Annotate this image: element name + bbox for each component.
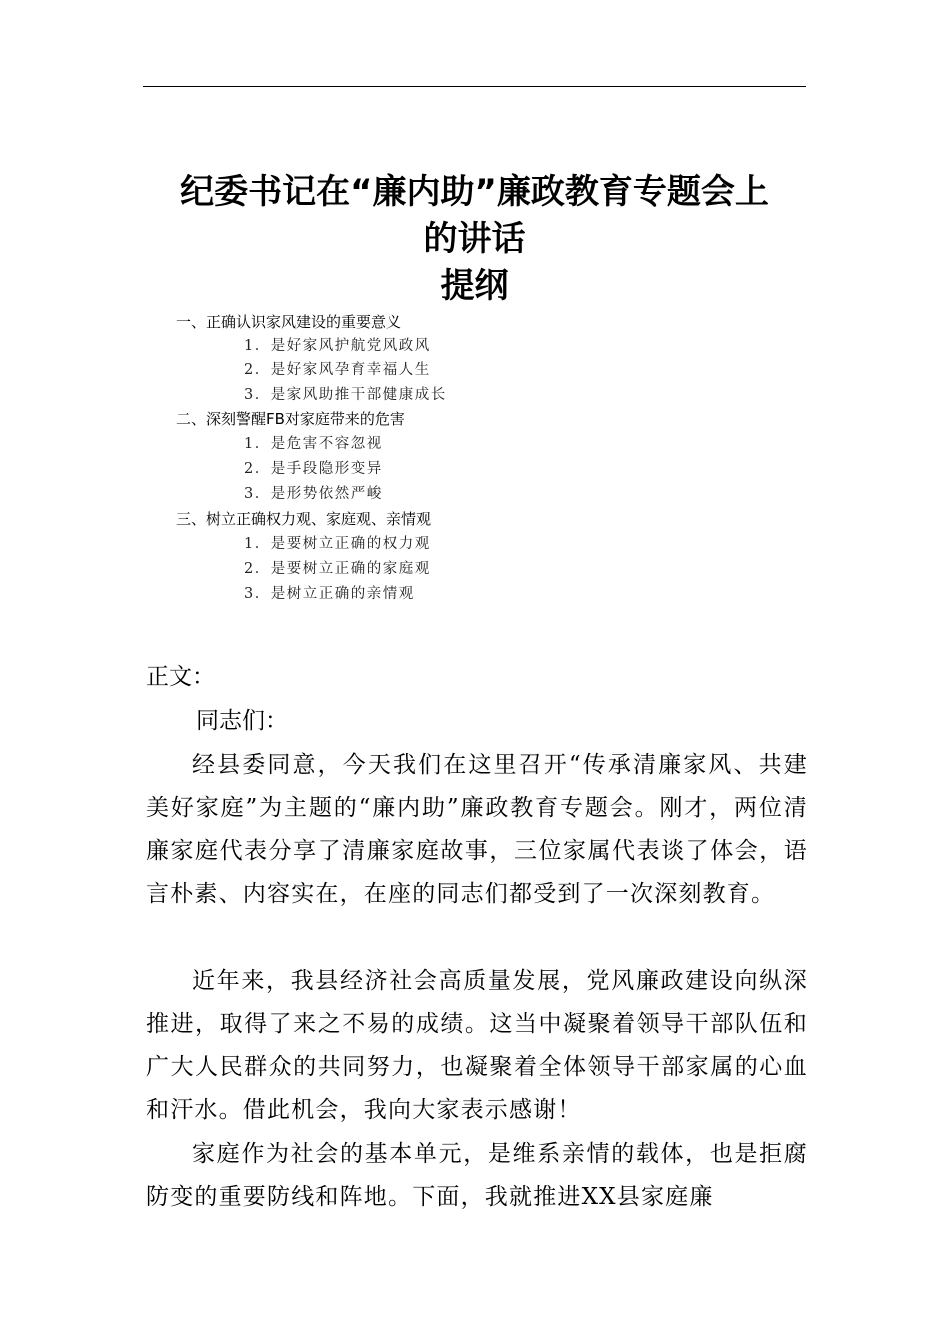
outline-item-2-2: 2．是手段隐形变异 <box>244 461 383 477</box>
outline-item-1-3: 3．是家风助推干部健康成长 <box>244 387 447 403</box>
outline-item-2-3: 3．是形势依然严峻 <box>244 486 383 502</box>
outline-item-3-1: 1．是要树立正确的权力观 <box>244 536 431 552</box>
outline-item-2-1: 1．是危害不容忽视 <box>244 436 383 452</box>
body-paragraph-1: 经县委同意，今天我们在这里召开“传承清廉家风、共建美好家庭”为主题的“廉内助”廉政教育专题会。刚才，两位清廉家庭代表分享了清廉家庭故事，三位家属代表谈了体会，语言朴素、内容实在，在座的同志们都受到了一次深刻教育。 <box>146 752 808 907</box>
outline-item-1-2: 2．是好家风孕育幸福人生 <box>244 362 431 378</box>
outline-heading-1: 一、正确认识家风建设的重要意义 <box>176 313 402 331</box>
body-label: 正文： <box>146 664 215 690</box>
outline-heading-3: 三、树立正确权力观、家庭观、亲情观 <box>176 510 432 528</box>
outline-item-1-1: 1．是好家风护航党风政风 <box>244 338 431 354</box>
document-title-line-2: 的讲话 <box>423 219 526 259</box>
greeting: 同志们： <box>196 708 288 734</box>
body-paragraph-2: 近年来，我县经济社会高质量发展，党风廉政建设向纵深推进，取得了来之不易的成绩。这当中凝聚着领导干部队伍和广大人民群众的共同努力，也凝聚着全体领导干部家属的心血和汗水。借此机会，我向大家表示感谢！ <box>146 968 808 1123</box>
outline-item-3-2: 2．是要树立正确的家庭观 <box>244 561 431 577</box>
header-rule <box>143 86 806 87</box>
outline-item-3-3: 3．是树立正确的亲情观 <box>244 586 415 602</box>
outline-heading-2: 二、深刻警醒FB对家庭带来的危害 <box>176 410 405 428</box>
document-title-line-1: 纪委书记在“廉内助”廉政教育专题会上 <box>180 172 769 212</box>
document-title-line-3: 提纲 <box>440 266 509 306</box>
body-paragraph-3: 家庭作为社会的基本单元，是维系亲情的载体，也是拒腐防变的重要防线和阵地。下面，我就推进XX县家庭廉 <box>146 1141 808 1210</box>
